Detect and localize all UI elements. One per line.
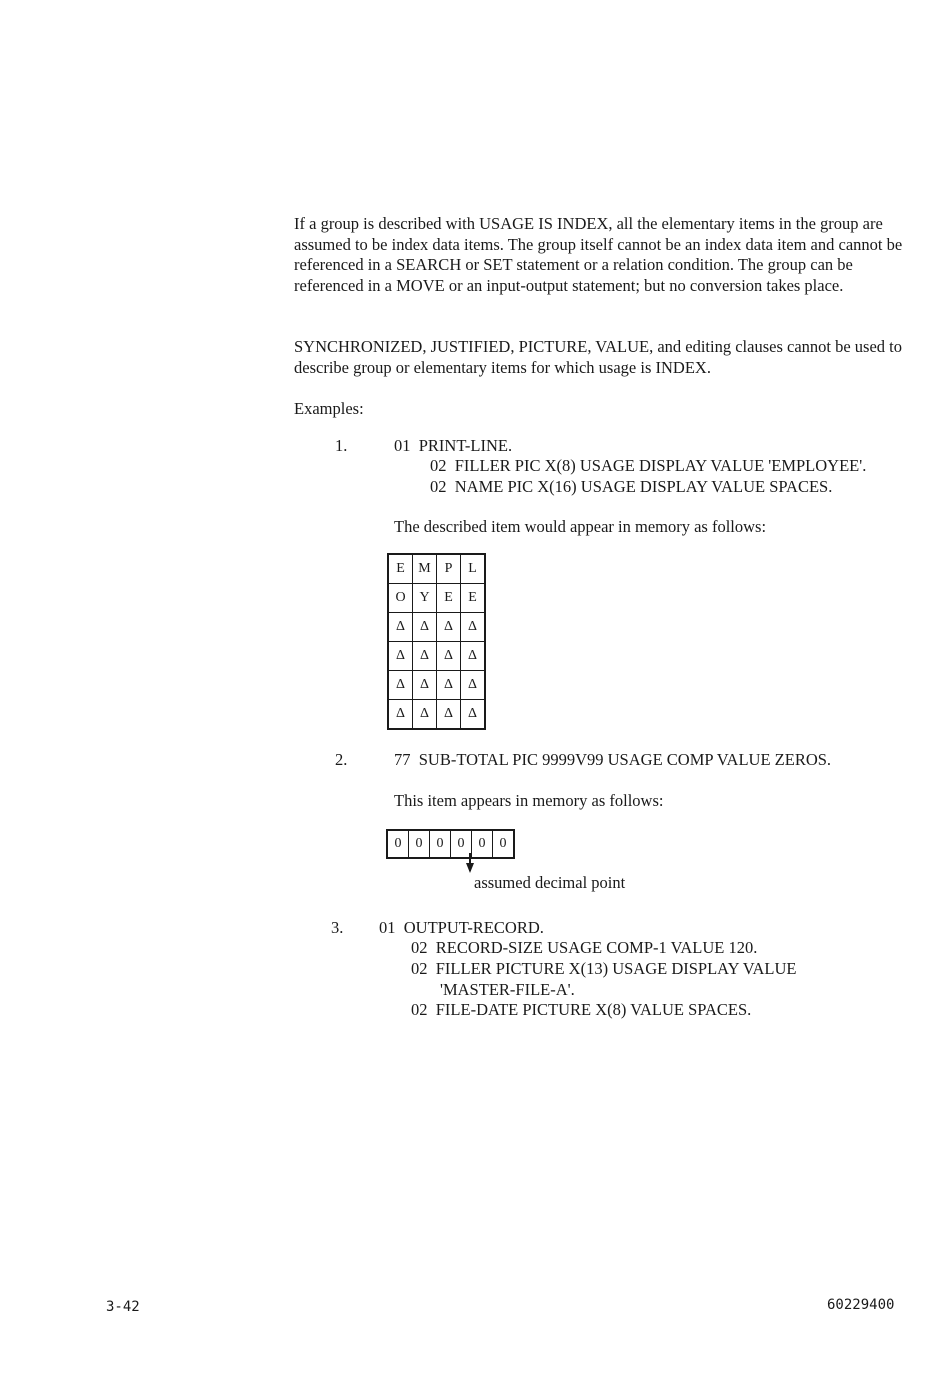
memory-cell: 0	[430, 830, 451, 858]
memory-cell: Δ	[413, 671, 437, 700]
memory-cell: Δ	[388, 613, 413, 642]
memory-row	[388, 642, 485, 671]
page-number: 3-42	[106, 1299, 140, 1315]
memory-row	[388, 584, 485, 613]
memory-cell: Δ	[437, 613, 461, 642]
example-1-number: 1.	[335, 436, 348, 455]
memory-cell: Δ	[437, 671, 461, 700]
memory-cell: Δ	[437, 642, 461, 671]
memory-cell: 0	[387, 830, 409, 858]
decimal-point-arrow-icon	[463, 853, 477, 875]
memory-cell: P	[437, 554, 461, 584]
memory-cell: E	[461, 584, 486, 613]
memory-row	[387, 830, 514, 858]
memory-layout-table-1	[387, 553, 486, 730]
memory-cell: 0	[409, 830, 430, 858]
example-3-line-3: 02 FILLER PICTURE X(13) USAGE DISPLAY VALUE	[411, 959, 797, 978]
memory-cell: Δ	[388, 642, 413, 671]
examples-label: Examples:	[294, 399, 364, 418]
memory-cell: Δ	[388, 700, 413, 730]
example-3-line-1: 01 OUTPUT-RECORD.	[379, 918, 544, 937]
memory-row	[388, 671, 485, 700]
memory-row	[388, 613, 485, 642]
example-3-line-4: 'MASTER-FILE-A'.	[440, 980, 575, 999]
memory-cell: Δ	[461, 700, 486, 730]
memory-cell: Δ	[413, 642, 437, 671]
memory-cell: Δ	[461, 642, 486, 671]
example-1-caption: The described item would appear in memory as follows:	[394, 517, 767, 536]
memory-layout-table-2	[386, 829, 515, 859]
example-2-line-1: 77 SUB-TOTAL PIC 9999V99 USAGE COMP VALUE ZEROS.	[394, 750, 832, 769]
example-2-caption: This item appears in memory as follows:	[394, 791, 664, 810]
memory-cell: 0	[493, 830, 515, 858]
example-2-number: 2.	[335, 750, 348, 769]
document-number: 60229400	[827, 1297, 895, 1313]
example-1-line-1: 01 PRINT-LINE.	[394, 436, 513, 455]
example-3-line-5: 02 FILE-DATE PICTURE X(8) VALUE SPACES.	[411, 1000, 752, 1019]
example-3-number: 3.	[331, 918, 344, 937]
memory-cell: Δ	[437, 700, 461, 730]
memory-cell: M	[413, 554, 437, 584]
example-3-line-2: 02 RECORD-SIZE USAGE COMP-1 VALUE 120.	[411, 938, 758, 957]
decimal-point-label: assumed decimal point	[474, 873, 626, 892]
memory-cell: Y	[413, 584, 437, 613]
memory-cell: 0	[451, 830, 472, 858]
memory-cell: Δ	[413, 700, 437, 730]
memory-cell: 0	[472, 830, 493, 858]
memory-cell: O	[388, 584, 413, 613]
memory-cell: Δ	[461, 671, 486, 700]
memory-cell: E	[388, 554, 413, 584]
memory-row	[388, 554, 485, 584]
memory-cell: L	[461, 554, 486, 584]
memory-cell: E	[437, 584, 461, 613]
memory-row	[388, 700, 485, 730]
paragraph-index-restrictions: SYNCHRONIZED, JUSTIFIED, PICTURE, VALUE, and editing clauses cannot be used to describe group or elementary items for which usage is INDEX.	[294, 337, 903, 377]
memory-cell: Δ	[413, 613, 437, 642]
memory-cell: Δ	[388, 671, 413, 700]
example-1-line-3: 02 NAME PIC X(16) USAGE DISPLAY VALUE SPACES.	[430, 477, 833, 496]
memory-cell: Δ	[461, 613, 486, 642]
example-1-line-2: 02 FILLER PIC X(8) USAGE DISPLAY VALUE 'EMPLOYEE'.	[430, 456, 867, 475]
paragraph-index-usage: If a group is described with USAGE IS INDEX, all the elementary items in the group are assumed to be index data items. The group itself cannot be an index data item and cannot be referenced in a SEARCH or SET statement or a relation condition. The group can be referenced in a MOVE or an input-output statement; but no conversion takes place.	[294, 214, 903, 295]
